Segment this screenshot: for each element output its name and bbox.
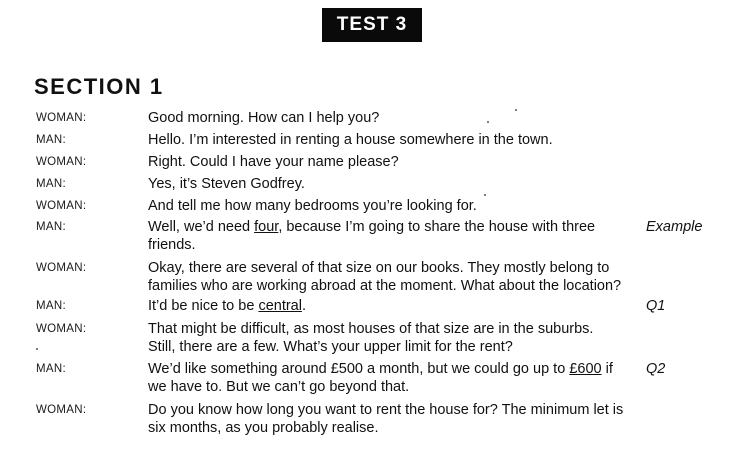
underlined-answer: £600: [569, 361, 602, 377]
speech-line: [148, 378, 638, 396]
speech-line: [148, 419, 638, 437]
speech-segment: And tell me how many bedrooms you’re looking for.: [148, 198, 477, 214]
scan-speck: [484, 194, 486, 196]
speech-text: [148, 401, 638, 437]
speech-line: [148, 277, 638, 295]
margin-note: Q2: [646, 361, 666, 377]
speech-text: [148, 259, 638, 295]
speech-line: [148, 360, 638, 378]
speech-text: [148, 297, 638, 315]
speech-line: [148, 175, 638, 193]
speech-text: [148, 175, 638, 193]
speech-segment: , because I’m going to share the house with three: [278, 219, 596, 235]
speech-text: [148, 320, 638, 356]
speech-line: [148, 153, 638, 171]
test-number-label: TEST 3: [336, 14, 408, 35]
speech-segment: Yes, it’s Steven Godfrey.: [148, 176, 305, 192]
speaker-label: WOMAN:: [36, 156, 87, 168]
speech-segment: Do you know how long you want to rent the house for? The minimum let is: [148, 402, 624, 418]
speech-text: [148, 131, 638, 149]
scan-speck: [515, 109, 517, 111]
speech-segment: six months, as you probably realise.: [148, 420, 379, 436]
speech-segment: Okay, there are several of that size on our books. They mostly belong to: [148, 260, 610, 276]
speaker-label: MAN:: [36, 300, 66, 312]
speech-segment: We’d like something around £500 a month, but we could go up to: [148, 361, 570, 377]
scan-speck: [36, 348, 38, 350]
margin-note: Example: [646, 219, 703, 235]
speech-segment: Hello. I’m interested in renting a house somewhere in the town.: [148, 132, 553, 148]
speech-line: [148, 109, 638, 127]
speech-segment: if: [601, 361, 613, 377]
underlined-answer: central: [258, 298, 302, 314]
speaker-label: MAN:: [36, 178, 66, 190]
speech-line: [148, 338, 638, 356]
speaker-label: WOMAN:: [36, 323, 87, 335]
speech-line: [148, 297, 638, 315]
speech-segment: It’d be nice to be: [148, 298, 259, 314]
speech-segment: Well, we’d need: [148, 219, 255, 235]
speech-text: [148, 197, 638, 215]
speaker-label: MAN:: [36, 134, 66, 146]
speech-line: [148, 259, 638, 277]
speech-line: [148, 401, 638, 419]
speech-line: [148, 236, 638, 254]
speech-segment: families who are working abroad at the moment. What about the location?: [148, 278, 622, 294]
scan-speck: [487, 121, 489, 123]
speech-text: [148, 360, 638, 396]
section-title: SECTION 1: [34, 74, 164, 99]
speech-text: [148, 109, 638, 127]
margin-note: Q1: [646, 298, 666, 314]
underlined-answer: four: [254, 219, 279, 235]
speech-segment: That might be difficult, as most houses of that size are in the suburbs.: [148, 321, 594, 337]
speech-line: [148, 197, 638, 215]
speaker-label: MAN:: [36, 221, 66, 233]
speech-line: [148, 320, 638, 338]
speaker-label: WOMAN:: [36, 112, 87, 124]
speech-line: [148, 131, 638, 149]
speech-segment: .: [301, 298, 306, 314]
speech-text: [148, 218, 638, 254]
speech-line: [148, 218, 638, 236]
speech-segment: Right. Could I have your name please?: [148, 154, 399, 170]
speech-text: [148, 153, 638, 171]
speaker-label: WOMAN:: [36, 200, 87, 212]
speech-segment: friends.: [148, 237, 196, 253]
speech-segment: Good morning. How can I help you?: [148, 110, 380, 126]
speaker-label: MAN:: [36, 363, 66, 375]
speech-segment: Still, there are a few. What’s your upper limit for the rent?: [148, 339, 513, 355]
speech-segment: we have to. But we can’t go beyond that.: [148, 379, 410, 395]
speaker-label: WOMAN:: [36, 404, 87, 416]
speaker-label: WOMAN:: [36, 262, 87, 274]
